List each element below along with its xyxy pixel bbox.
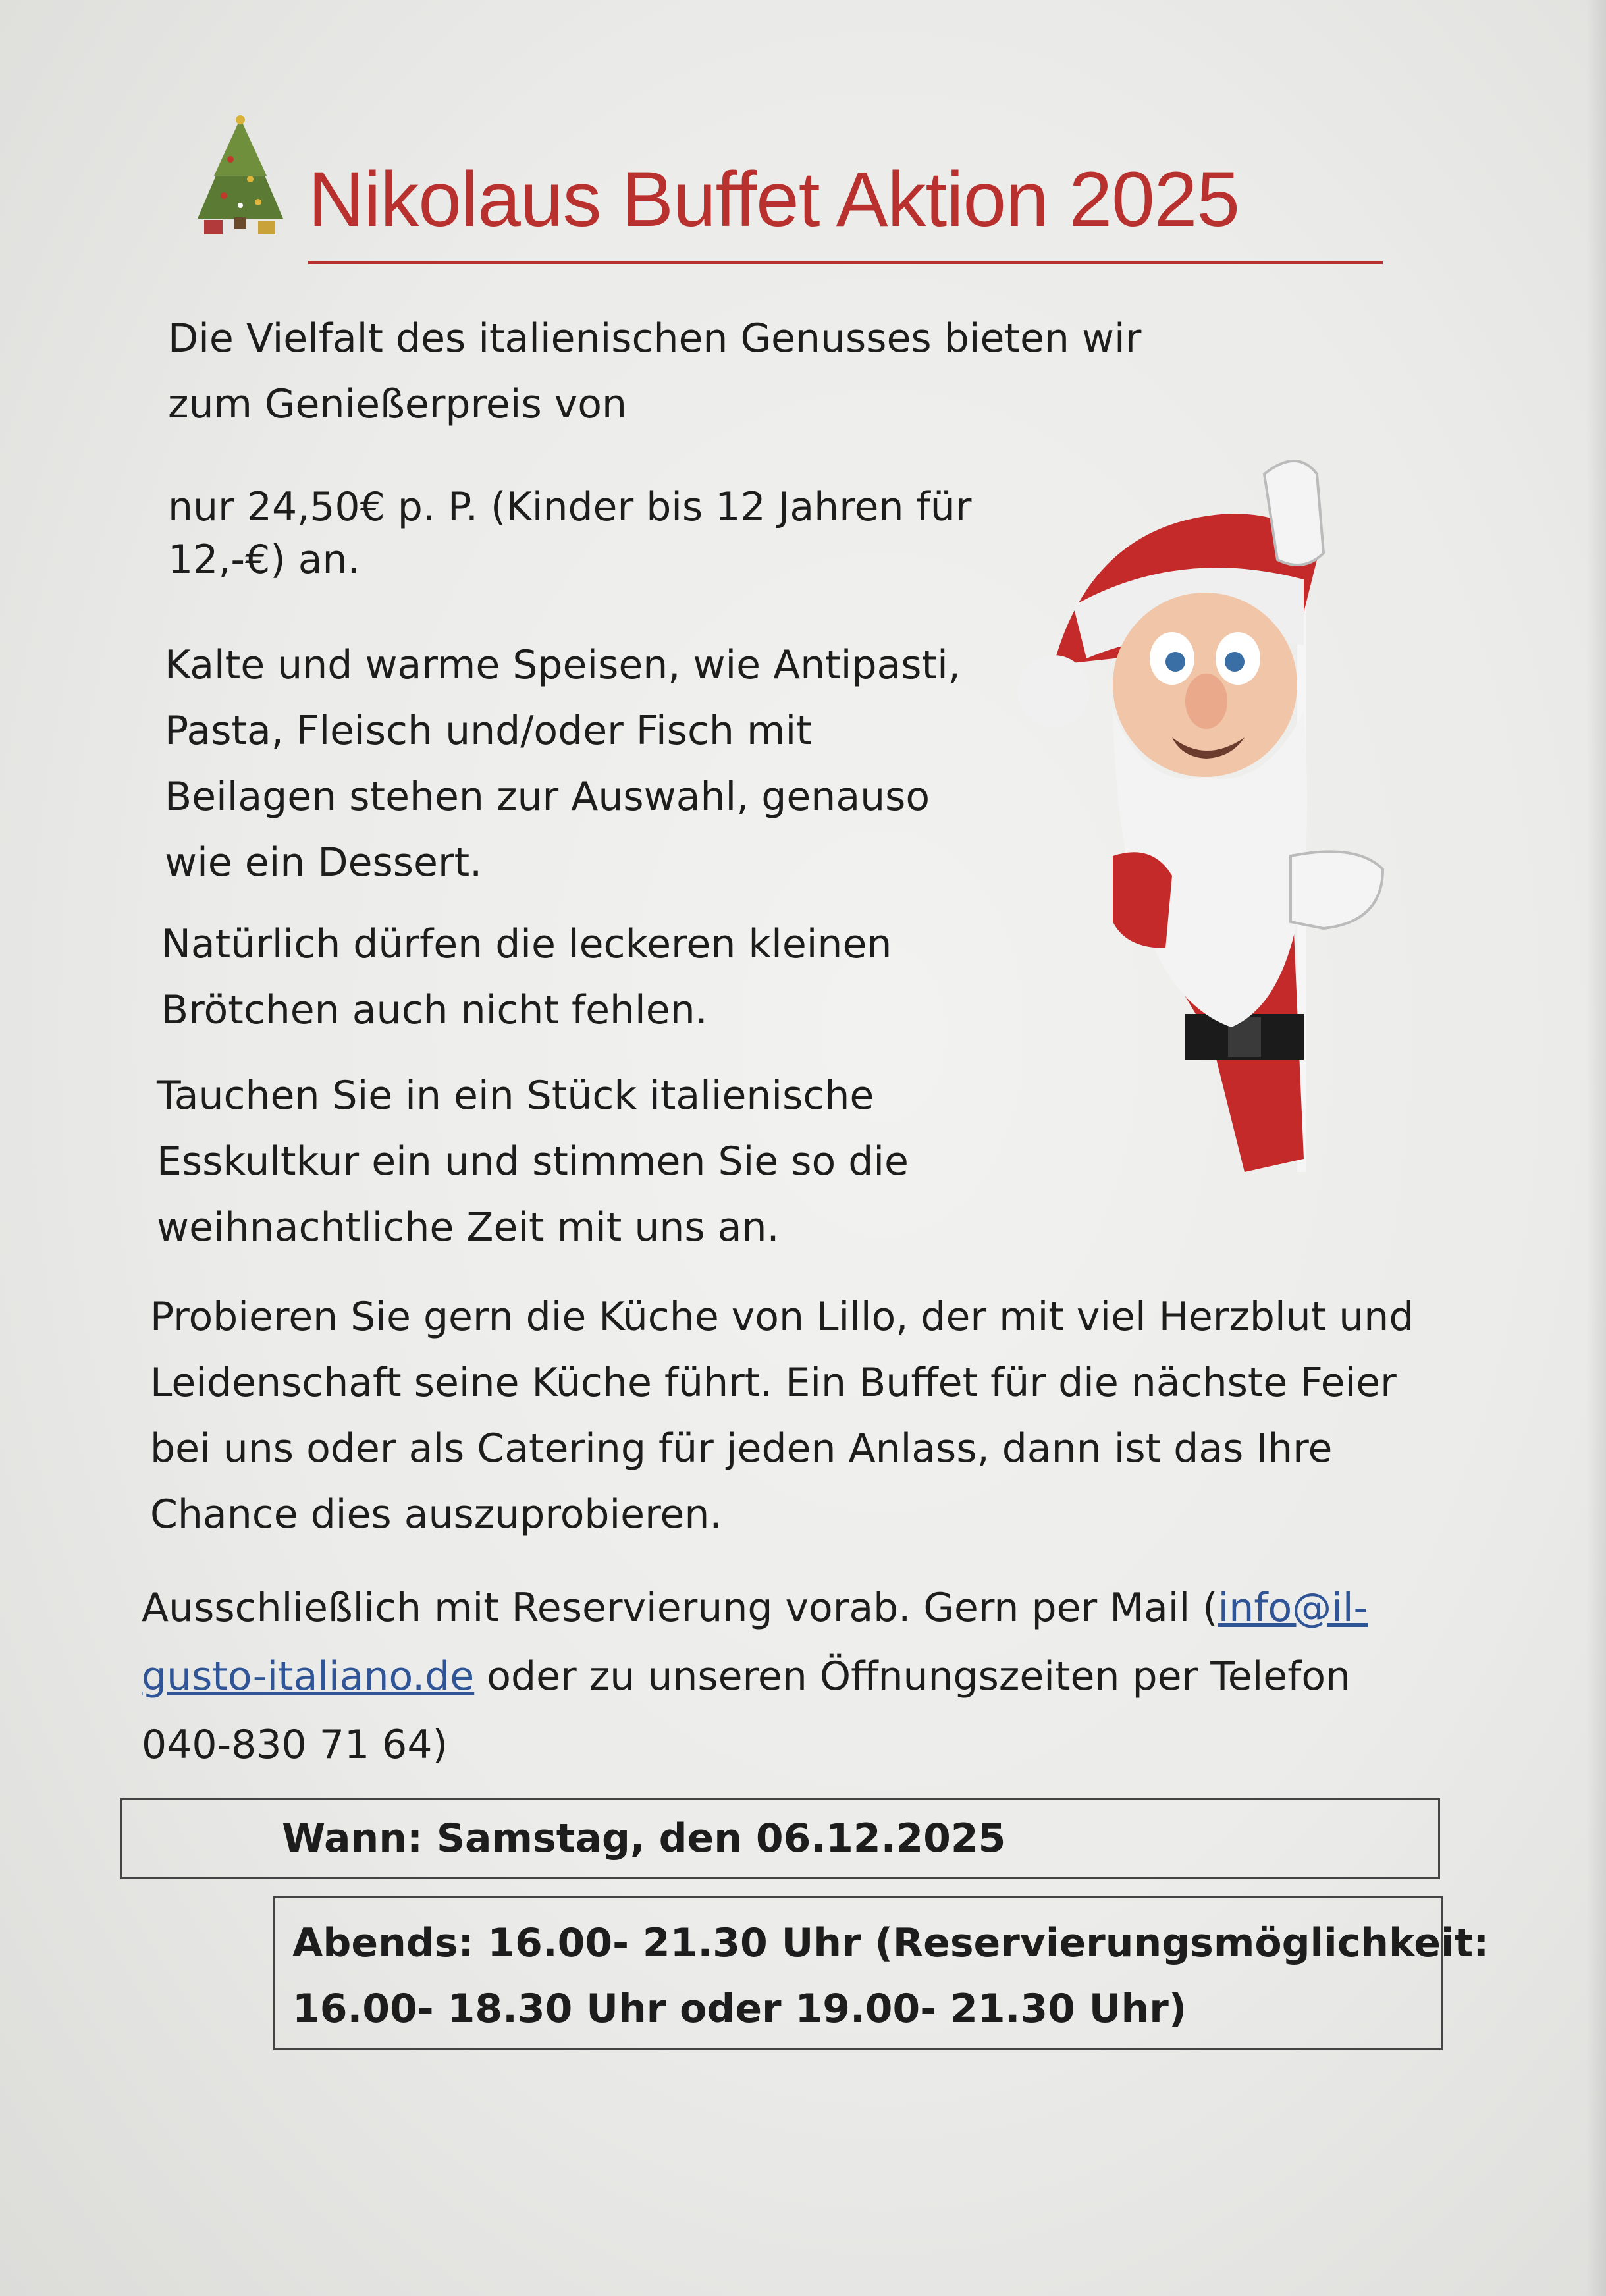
reservation-line	[142, 1642, 1368, 1711]
food-paragraph	[165, 632, 961, 895]
time-box	[273, 1896, 1489, 2050]
title-underline	[308, 261, 1383, 264]
culture-paragraph	[157, 1063, 909, 1260]
phone-number: 040-830 71 64)	[142, 1722, 448, 1768]
intro-paragraph	[168, 306, 1141, 437]
reservation-text: oder zu unseren Öffnungszeiten per Telefon	[474, 1653, 1351, 1699]
email-link-continued[interactable]: gusto-italiano.de	[142, 1653, 475, 1699]
santa-claus-illustration	[1014, 448, 1403, 1179]
price-line: 12,-€) an.	[168, 537, 360, 583]
chef-line: Probieren Sie gern die Küche von Lillo, der mit viel Herzblut und	[150, 1294, 1414, 1340]
rolls-paragraph	[161, 911, 892, 1043]
time-line: Abends: 16.00- 21.30 Uhr (Reservierungsmöglichkeit:	[292, 1920, 1489, 1966]
christmas-tree-icon	[184, 113, 296, 238]
chef-paragraph	[150, 1284, 1414, 1547]
reservation-text: Ausschließlich mit Reservierung vorab. Gern per Mail (	[142, 1585, 1218, 1631]
date-box	[120, 1798, 1440, 1879]
food-line: Kalte und warme Speisen, wie Antipasti,	[165, 642, 961, 688]
price-paragraph	[168, 481, 971, 586]
chef-line: bei uns oder als Catering für jeden Anlass, dann ist das Ihre	[150, 1426, 1333, 1472]
culture-line: weihnachtliche Zeit mit uns an.	[157, 1204, 780, 1250]
chef-line: Leidenschaft seine Küche führt. Ein Buffet für die nächste Feier	[150, 1360, 1397, 1406]
culture-line: Esskultkur ein und stimmen Sie so die	[157, 1138, 909, 1185]
event-date: Wann: Samstag, den 06.12.2025	[282, 1815, 1006, 1861]
page-title: Nikolaus Buffet Aktion 2025	[308, 156, 1240, 243]
price-line: nur 24,50€ p. P. (Kinder bis 12 Jahren für	[168, 484, 972, 530]
food-line: wie ein Dessert.	[165, 840, 483, 886]
event-times	[292, 1910, 1489, 2042]
intro-line: Die Vielfalt des italienischen Genusses bieten wir	[168, 315, 1142, 361]
rolls-line: Natürlich dürfen die leckeren kleinen	[161, 921, 892, 967]
culture-line: Tauchen Sie in ein Stück italienische	[157, 1073, 874, 1119]
food-line: Beilagen stehen zur Auswahl, genauso	[165, 774, 930, 820]
rolls-line: Brötchen auch nicht fehlen.	[161, 987, 708, 1033]
reservation-paragraph	[142, 1574, 1368, 1779]
food-line: Pasta, Fleisch und/oder Fisch mit	[165, 708, 812, 754]
intro-line: zum Genießerpreis von	[168, 381, 628, 427]
email-link[interactable]: info@il-	[1218, 1585, 1368, 1631]
time-line: 16.00- 18.30 Uhr oder 19.00- 21.30 Uhr)	[292, 1986, 1187, 2032]
chef-line: Chance dies auszuprobieren.	[150, 1491, 722, 1537]
reservation-line	[142, 1574, 1368, 1642]
